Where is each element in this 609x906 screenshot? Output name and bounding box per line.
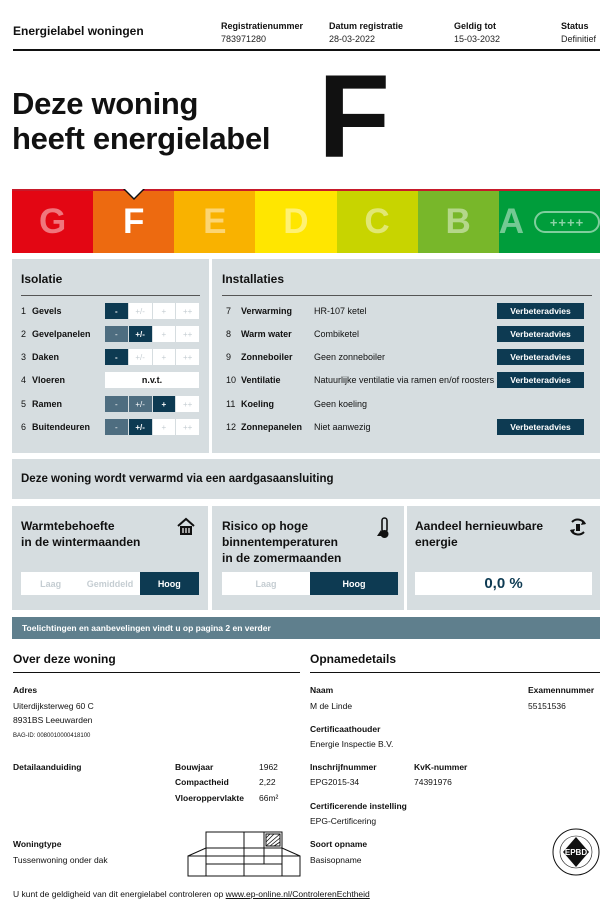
document-title: Energielabel woningen — [13, 24, 144, 38]
label-segment-g — [12, 191, 93, 253]
risico-scale — [222, 572, 398, 595]
headline: Deze woning heeft energielabel — [12, 86, 271, 156]
scale-option-laag: Laag — [21, 572, 80, 595]
renewable-cycle-icon — [567, 516, 589, 538]
row-value: Natuurlijke ventilatie via ramen en/of roosters — [314, 375, 495, 385]
isolatie-title: Isolatie — [21, 272, 63, 286]
installatie-row — [226, 372, 584, 388]
row-label: Gevels — [32, 306, 62, 316]
label-segment-b — [418, 191, 499, 253]
epbd-logo-icon — [551, 827, 601, 877]
rating-box: +/- — [129, 419, 153, 435]
warmtebehoefte-card: Warmtebehoefte in de wintermaanden Laag Gemiddeld Hoog — [12, 506, 208, 610]
rating-box: - — [105, 326, 129, 342]
valid-until: Geldig tot 15-03-2032 — [454, 21, 501, 44]
scale-option-gemiddeld: Gemiddeld — [80, 572, 139, 595]
row-value: Niet aanwezig — [314, 422, 371, 432]
row-number: 4 — [21, 375, 27, 385]
rating-box: + — [153, 326, 177, 342]
label-segment-c — [337, 191, 418, 253]
verbeteradvies-button[interactable]: Verbeteradvies — [497, 349, 584, 365]
isolatie-panel — [12, 259, 209, 453]
header-divider — [13, 49, 600, 51]
rating-scale — [105, 419, 199, 435]
energy-label-scale — [12, 189, 600, 253]
row-value: Combiketel — [314, 329, 360, 339]
row-label: Vloeren — [32, 375, 66, 385]
isolatie-row — [21, 326, 199, 342]
footer: U kunt de geldigheid van dit energielabel controleren op www.ep-online.nl/ControlerenEchtheid — [13, 889, 370, 899]
divider — [310, 672, 600, 673]
scale-option-hoog: Hoog — [140, 572, 199, 595]
rating-box: + — [153, 349, 177, 365]
exam-number: 55151536 — [528, 701, 566, 711]
verbeteradvies-button[interactable]: Verbeteradvies — [497, 303, 584, 319]
bag-id: BAG-ID: 0080010000418100 — [13, 733, 91, 739]
divider — [21, 295, 200, 296]
installaties-panel — [212, 259, 600, 453]
divider — [13, 672, 300, 673]
row-number: 2 — [21, 329, 27, 339]
rating-scale — [105, 349, 199, 365]
label-segment-e — [174, 191, 255, 253]
row-label: Warm water — [241, 329, 292, 339]
verbeteradvies-button[interactable]: Verbeteradvies — [497, 419, 584, 435]
label-letter: C — [364, 202, 390, 241]
label-letter: G — [38, 202, 67, 241]
rating-box: ++ — [176, 396, 199, 412]
row-number: 11 — [226, 399, 236, 409]
installatie-row — [226, 326, 584, 342]
row-label: Gevelpanelen — [32, 329, 91, 339]
label-letter: F — [122, 202, 145, 241]
row-number: 9 — [226, 352, 232, 362]
bouwjaar: 1962 — [259, 762, 278, 772]
row-label: Koeling — [241, 399, 274, 409]
risico-card: Risico op hoge binnentemperaturen in de zomermaanden Laag Hoog — [212, 506, 404, 610]
status: Status Definitief — [561, 21, 597, 44]
verify-link[interactable]: www.ep-online.nl/ControlerenEchtheid — [225, 889, 370, 899]
installatie-row — [226, 419, 584, 435]
rating-box: ++ — [176, 349, 199, 365]
rating-box: +/- — [129, 303, 153, 319]
heating-panel — [12, 459, 600, 499]
renewable-percentage: 0,0 % — [415, 572, 592, 595]
verbeteradvies-button[interactable]: Verbeteradvies — [497, 326, 584, 342]
rating-box: ++ — [176, 303, 199, 319]
recording-type: Basisopname — [310, 855, 362, 865]
row-label: Verwarming — [241, 306, 293, 316]
row-value: HR-107 ketel — [314, 306, 367, 316]
svg-text:EPBD: EPBD — [564, 848, 588, 857]
rating-box: - — [105, 349, 129, 365]
hernieuwbaar-card: Aandeel hernieuwbare energie 0,0 % — [407, 506, 600, 610]
rating-scale — [105, 396, 199, 412]
label-segment-f — [93, 191, 174, 253]
address-line1: Uiterdijksterweg 60 C — [13, 701, 94, 711]
row-value: Geen koeling — [314, 399, 368, 409]
row-number: 5 — [21, 399, 27, 409]
isolatie-row — [21, 372, 199, 388]
row-number: 10 — [226, 375, 237, 385]
installatie-row — [226, 349, 584, 365]
row-number: 3 — [21, 352, 27, 362]
rating-box: +/- — [129, 349, 153, 365]
a-plus-badge: ++++ — [534, 211, 600, 233]
row-label: Daken — [32, 352, 60, 362]
warmtebehoefte-scale — [21, 572, 199, 595]
rating-box: + — [153, 303, 177, 319]
row-value: Geen zonneboiler — [314, 352, 386, 362]
heating-text: Deze woning wordt verwarmd via een aardgasaansluiting — [21, 473, 334, 485]
opname-title: Opnamedetails — [310, 652, 397, 666]
rating-scale — [105, 326, 199, 342]
registration-date: Datum registratie 28-03-2022 — [329, 21, 404, 44]
certificate-holder: Energie Inspectie B.V. — [310, 739, 394, 749]
rating-box: + — [153, 396, 177, 412]
label-letter: B — [445, 202, 471, 241]
rating-box: - — [105, 419, 129, 435]
isolatie-row — [21, 419, 199, 435]
isolatie-row — [21, 349, 199, 365]
label-segment-a — [499, 191, 600, 253]
rating-scale — [105, 303, 199, 319]
installatie-row — [226, 303, 584, 319]
isolatie-row — [21, 303, 199, 319]
rating-box: - — [105, 396, 129, 412]
woningtype: Tussenwoning onder dak — [13, 855, 108, 865]
house-type-diagram-icon — [186, 830, 302, 878]
registration-no: EPG2015-34 — [310, 777, 360, 787]
label-segment-d — [255, 191, 336, 253]
compactheid: 2,22 — [259, 777, 276, 787]
row-number: 12 — [226, 422, 237, 432]
rating-box: ++ — [176, 419, 199, 435]
label-letter: D — [283, 202, 309, 241]
row-number: 6 — [21, 422, 27, 432]
label-letter: E — [203, 202, 227, 241]
note-bar: Toelichtingen en aanbevelingen vindt u op pagina 2 en verder — [12, 617, 600, 639]
rating-box: ++ — [176, 326, 199, 342]
scale-option-laag: Laag — [222, 572, 310, 595]
rating-box: +/- — [129, 326, 153, 342]
energy-label-letter: F — [318, 51, 391, 183]
row-number: 1 — [21, 306, 27, 316]
installaties-title: Installaties — [222, 272, 285, 286]
not-applicable-value: n.v.t. — [105, 372, 199, 388]
over-title: Over deze woning — [13, 652, 116, 666]
address-line2: 8931BS Leeuwarden — [13, 715, 93, 725]
inspector-name: M de Linde — [310, 701, 353, 711]
thermometer-icon — [374, 516, 394, 540]
row-number: 8 — [226, 329, 232, 339]
scale-option-hoog: Hoog — [310, 572, 398, 595]
verbeteradvies-button[interactable]: Verbeteradvies — [497, 372, 584, 388]
divider — [222, 295, 592, 296]
kvk-number: 74391976 — [414, 777, 452, 787]
row-number: 7 — [226, 306, 232, 316]
row-label: Buitendeuren — [32, 422, 91, 432]
row-label: Ventilatie — [241, 375, 281, 385]
rating-box: + — [153, 419, 177, 435]
active-pointer-icon — [125, 189, 143, 198]
house-heat-icon — [176, 517, 196, 537]
row-label: Zonnepanelen — [241, 422, 303, 432]
rating-box: +/- — [129, 396, 153, 412]
label-letter: A — [498, 202, 525, 241]
registration-number: Registratienummer 783971280 — [221, 21, 304, 44]
row-label: Zonneboiler — [241, 352, 293, 362]
row-label: Ramen — [32, 399, 63, 409]
rating-box: - — [105, 303, 129, 319]
isolatie-row — [21, 396, 199, 412]
certifying-institution: EPG-Certificering — [310, 816, 377, 826]
vloeroppervlakte: 66m² — [259, 793, 279, 803]
installatie-row — [226, 396, 584, 412]
